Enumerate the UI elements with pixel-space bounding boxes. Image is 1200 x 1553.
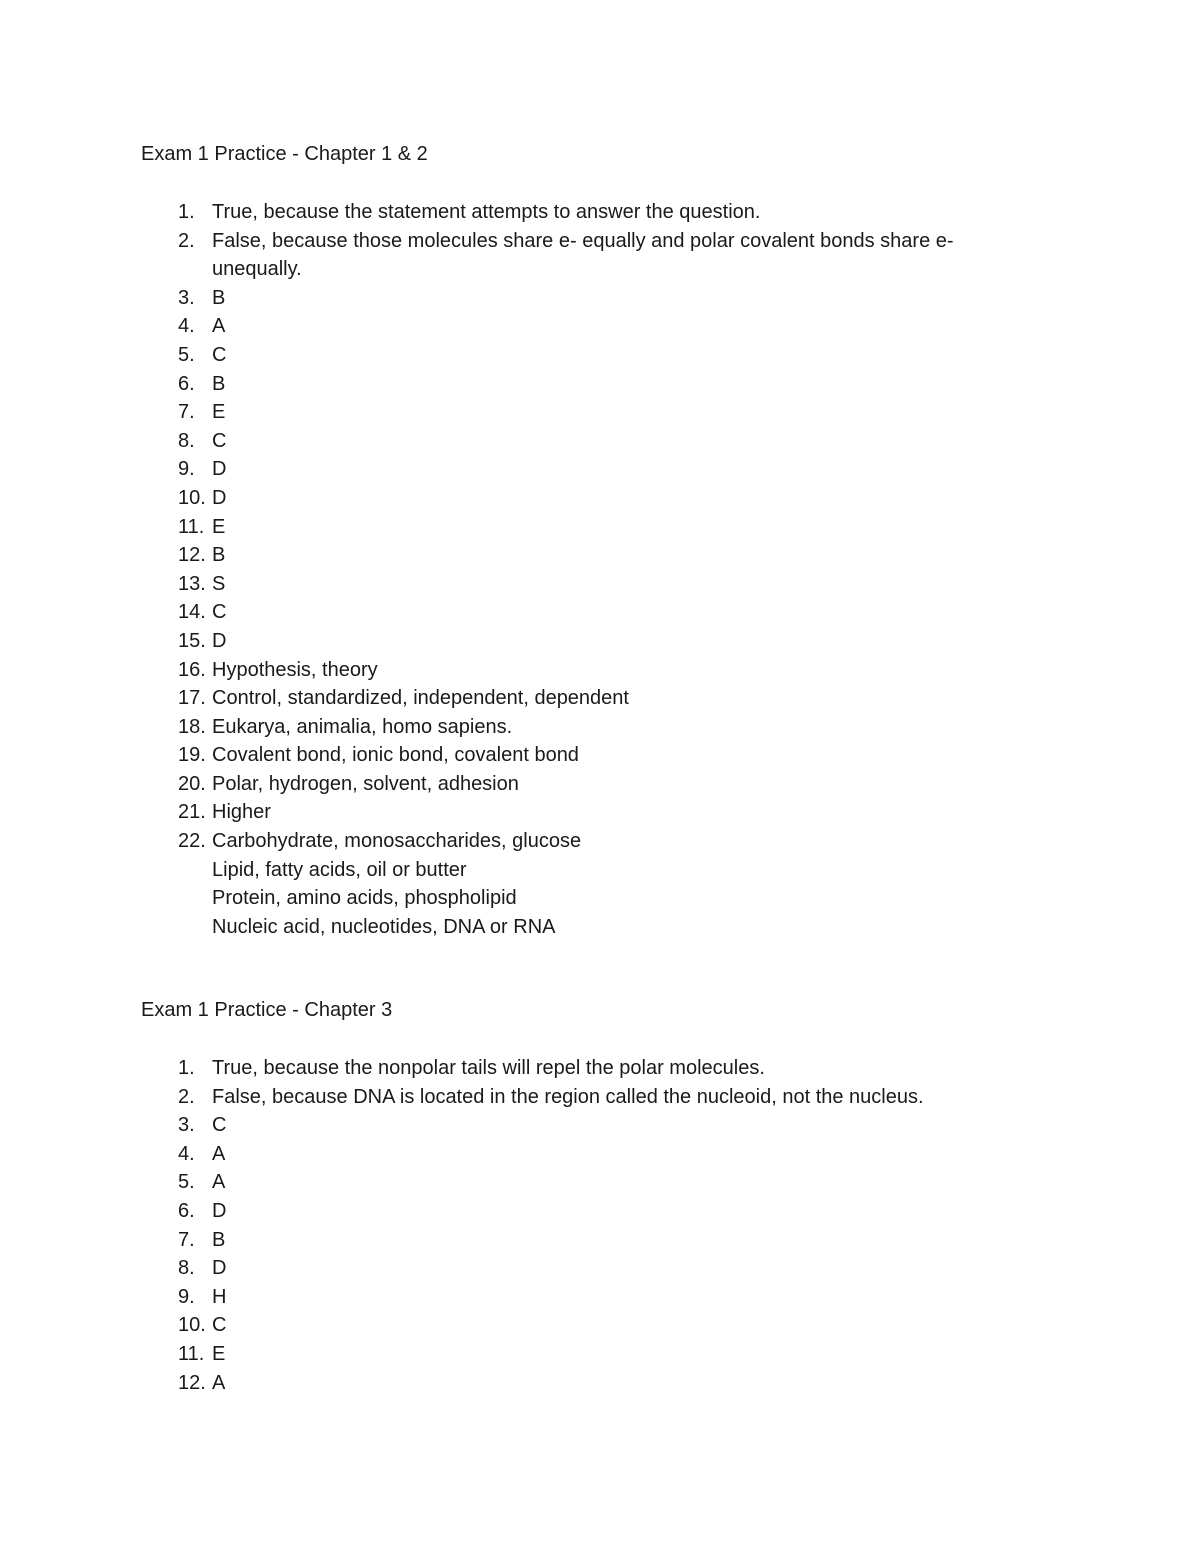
list-item	[141, 1283, 1032, 1312]
item-number	[141, 1168, 212, 1197]
answer-line: True, because the nonpolar tails will repel the polar molecules.	[212, 1057, 765, 1079]
item-answer	[212, 541, 1032, 570]
list-item	[141, 1254, 1032, 1283]
answer-line: B	[212, 1228, 226, 1251]
answer-line: E	[212, 515, 226, 538]
item-answer	[212, 484, 1032, 513]
item-answer	[212, 513, 1032, 542]
list-item	[141, 1311, 1032, 1340]
item-number	[141, 284, 212, 313]
item-number	[141, 570, 212, 599]
item-number-label: 9.	[178, 1285, 195, 1308]
list-item	[141, 198, 1032, 227]
item-number-label: 18.	[178, 715, 206, 738]
answer-list	[141, 198, 1032, 941]
item-number	[141, 1340, 212, 1369]
item-number-label: 5.	[178, 1171, 195, 1194]
item-number	[141, 1254, 212, 1283]
answer-line: C	[212, 1314, 227, 1337]
item-number-label: 19.	[178, 744, 206, 767]
item-number-label: 10.	[178, 1314, 206, 1337]
answer-line: A	[212, 315, 226, 338]
list-item	[141, 312, 1032, 341]
answer-line: B	[212, 544, 226, 567]
answer-line: Covalent bond, ionic bond, covalent bond	[212, 744, 579, 767]
item-number-label: 8.	[178, 1257, 195, 1280]
item-answer	[212, 1311, 1032, 1340]
item-answer	[212, 1054, 1032, 1083]
list-item	[141, 713, 1032, 742]
item-number	[141, 1111, 212, 1140]
item-number-label: 3.	[178, 1114, 195, 1137]
item-number	[141, 484, 212, 513]
item-number	[141, 312, 212, 341]
item-number	[141, 656, 212, 685]
item-number	[141, 427, 212, 456]
list-item	[141, 427, 1032, 456]
list-item	[141, 798, 1032, 827]
list-item	[141, 1054, 1032, 1083]
item-number-label: 7.	[178, 401, 195, 424]
item-answer	[212, 1283, 1032, 1312]
item-number-label: 2.	[178, 229, 195, 252]
answer-line: Protein, amino acids, phospholipid	[212, 887, 517, 910]
item-answer	[212, 741, 1032, 770]
item-number	[141, 1311, 212, 1340]
item-number-label: 17.	[178, 687, 206, 710]
list-item	[141, 770, 1032, 799]
item-number	[141, 1054, 212, 1083]
item-number	[141, 541, 212, 570]
answer-line: C	[212, 1114, 227, 1137]
item-number-label: 5.	[178, 343, 195, 366]
item-number	[141, 798, 212, 827]
answer-line: D	[212, 629, 227, 652]
answer-line: D	[212, 1257, 227, 1280]
answer-line: C	[212, 429, 227, 452]
item-answer	[212, 570, 1032, 599]
answer-line: Control, standardized, independent, dependent	[212, 687, 629, 710]
item-answer	[212, 1083, 1032, 1112]
item-number-label: 3.	[178, 286, 195, 309]
list-item	[141, 513, 1032, 542]
item-answer	[212, 1140, 1032, 1169]
list-item	[141, 284, 1032, 313]
item-number	[141, 684, 212, 713]
answer-line: Polar, hydrogen, solvent, adhesion	[212, 772, 519, 795]
item-answer	[212, 312, 1032, 341]
item-answer	[212, 198, 1032, 227]
item-answer	[212, 1168, 1032, 1197]
item-number	[141, 398, 212, 427]
answer-line: D	[212, 1199, 227, 1222]
item-number	[141, 598, 212, 627]
list-item	[141, 1340, 1032, 1369]
answer-line: Hypothesis, theory	[212, 658, 378, 681]
answer-line: False, because those molecules share e- equally and polar covalent bonds share e-	[212, 229, 954, 252]
item-number	[141, 513, 212, 542]
item-answer	[212, 341, 1032, 370]
list-item	[141, 398, 1032, 427]
answer-line: Carbohydrate, monosaccharides, glucose	[212, 830, 582, 853]
item-answer	[212, 227, 1032, 284]
item-number-label: 11.	[178, 1342, 205, 1365]
list-item	[141, 1111, 1032, 1140]
item-answer	[212, 455, 1032, 484]
answer-line: E	[212, 401, 226, 424]
list-item	[141, 455, 1032, 484]
item-number-label: 4.	[178, 315, 195, 338]
item-answer	[212, 598, 1032, 627]
list-item	[141, 598, 1032, 627]
item-number-label: 9.	[178, 458, 195, 481]
item-answer	[212, 1111, 1032, 1140]
item-number	[141, 1283, 212, 1312]
item-number-label: 22.	[178, 830, 206, 853]
item-number-label: 12.	[178, 544, 206, 567]
answer-line: A	[212, 1142, 226, 1165]
item-number	[141, 455, 212, 484]
list-item	[141, 1140, 1032, 1169]
item-answer	[212, 656, 1032, 685]
list-item	[141, 627, 1032, 656]
item-answer	[212, 798, 1032, 827]
item-number	[141, 627, 212, 656]
list-item	[141, 484, 1032, 513]
list-item	[141, 741, 1032, 770]
item-number	[141, 1083, 212, 1112]
answer-line: False, because DNA is located in the region called the nucleoid, not the nucleus.	[212, 1085, 924, 1108]
list-item	[141, 1083, 1032, 1112]
answer-line: unequally.	[212, 258, 302, 281]
section-title: Exam 1 Practice - Chapter 1 & 2	[141, 143, 428, 165]
section-title: Exam 1 Practice - Chapter 3	[141, 999, 393, 1021]
item-number	[141, 370, 212, 399]
list-item	[141, 1197, 1032, 1226]
item-answer	[212, 398, 1032, 427]
list-item	[141, 1168, 1032, 1197]
item-number-label: 21.	[178, 801, 206, 824]
item-answer	[212, 770, 1032, 799]
item-number-label: 6.	[178, 1199, 195, 1222]
item-number	[141, 770, 212, 799]
list-item	[141, 341, 1032, 370]
item-number	[141, 1369, 212, 1398]
list-item	[141, 370, 1032, 399]
answer-line: Lipid, fatty acids, oil or butter	[212, 858, 467, 881]
answer-line: Nucleic acid, nucleotides, DNA or RNA	[212, 915, 556, 938]
item-answer	[212, 1226, 1032, 1255]
item-answer	[212, 1369, 1032, 1398]
item-number-label: 16.	[178, 658, 206, 681]
item-number-label: 14.	[178, 601, 206, 624]
item-number-label: 10.	[178, 486, 206, 509]
answer-line: D	[212, 458, 227, 481]
list-item	[141, 227, 1032, 284]
list-item	[141, 541, 1032, 570]
item-number-label: 15.	[178, 629, 206, 652]
list-item	[141, 827, 1032, 941]
item-answer	[212, 1254, 1032, 1283]
answer-line: E	[212, 1342, 226, 1365]
item-answer	[212, 627, 1032, 656]
item-number	[141, 1140, 212, 1169]
item-number-label: 6.	[178, 372, 195, 395]
list-item	[141, 1369, 1032, 1398]
item-answer	[212, 713, 1032, 742]
item-number	[141, 198, 212, 227]
answer-line: C	[212, 343, 227, 366]
item-number-label: 8.	[178, 429, 195, 452]
list-item	[141, 570, 1032, 599]
item-answer	[212, 284, 1032, 313]
item-answer	[212, 827, 1032, 941]
item-answer	[212, 370, 1032, 399]
item-number-label: 13.	[178, 572, 206, 595]
item-answer	[212, 427, 1032, 456]
answer-line: A	[212, 1171, 226, 1194]
answer-list	[141, 1054, 1032, 1397]
item-number	[141, 741, 212, 770]
item-answer	[212, 1340, 1032, 1369]
answer-line: D	[212, 486, 227, 509]
item-number	[141, 1197, 212, 1226]
item-number	[141, 827, 212, 941]
answer-line: B	[212, 372, 226, 395]
answer-line: B	[212, 286, 226, 309]
item-number-label: 1.	[178, 1057, 195, 1079]
item-answer	[212, 684, 1032, 713]
item-answer	[212, 1197, 1032, 1226]
item-number-label: 2.	[178, 1085, 195, 1108]
answer-line: A	[212, 1371, 226, 1394]
item-number-label: 20.	[178, 772, 206, 795]
item-number-label: 11.	[178, 515, 205, 538]
item-number-label: 12.	[178, 1371, 206, 1394]
answer-line: True, because the statement attempts to answer the question.	[212, 201, 761, 223]
item-number-label: 4.	[178, 1142, 195, 1165]
list-item	[141, 684, 1032, 713]
item-number-label: 7.	[178, 1228, 195, 1251]
item-number-label: 1.	[178, 201, 195, 223]
answer-line: C	[212, 601, 227, 624]
item-number	[141, 341, 212, 370]
item-number	[141, 713, 212, 742]
item-number	[141, 1226, 212, 1255]
answer-line: Higher	[212, 801, 271, 824]
answer-line: S	[212, 572, 226, 595]
item-number	[141, 227, 212, 284]
answer-line: H	[212, 1285, 227, 1308]
answer-line: Eukarya, animalia, homo sapiens.	[212, 715, 513, 738]
list-item	[141, 1226, 1032, 1255]
list-item	[141, 656, 1032, 685]
